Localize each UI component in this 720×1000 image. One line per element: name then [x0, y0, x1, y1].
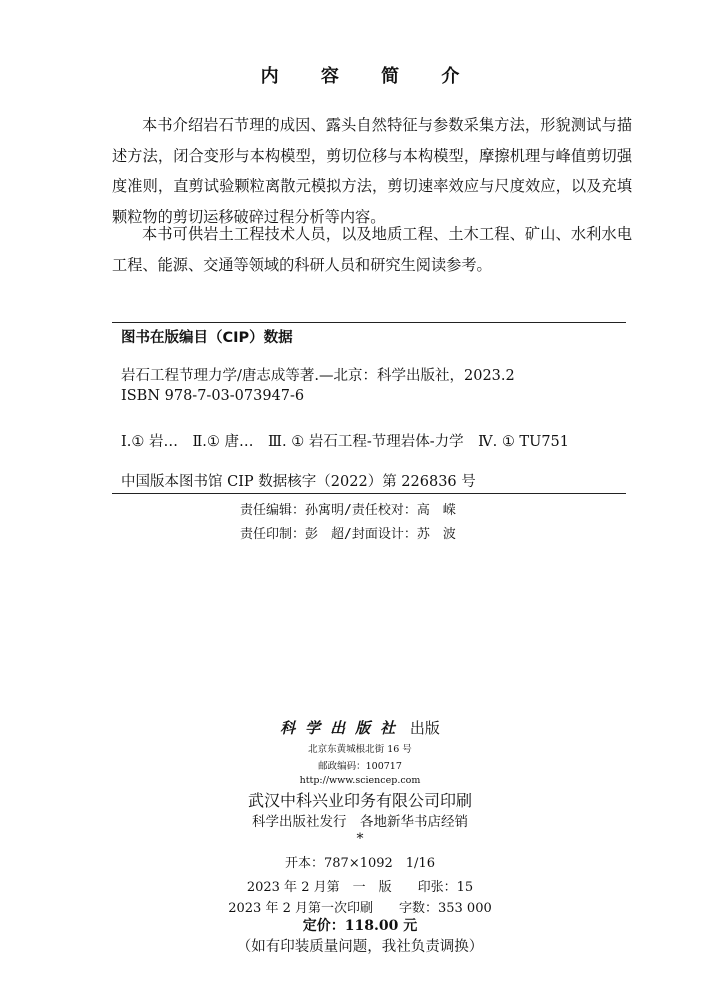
- cip-heading: 图书在版编目（CIP）数据: [121, 330, 293, 346]
- summary-title: 内 容 简 介: [260, 66, 478, 87]
- printing-line: 2023 年 2 月第一次印刷 字数：353 000: [228, 901, 492, 916]
- staff-production: 责任印制：彭 超/封面设计：苏 波: [240, 527, 456, 542]
- publisher-address: 北京东黄城根北街 16 号: [308, 744, 412, 755]
- distribution-line: 科学出版社发行 各地新华书店经销: [252, 814, 468, 830]
- staff-editors: 责任编辑：孙寓明/责任校对：高 嵘: [240, 503, 456, 518]
- publisher-website: http://www.sciencep.com: [299, 775, 421, 786]
- summary-paragraph-1: 本书介绍岩石节理的成因、露头自然特征与参数采集方法，形貌测试与描述方法，闭合变形与本构模型，剪切位移与本构模型，摩擦机理与峰值剪切强度准则，直剪试验颗粒离散元模拟方法，剪切速率效应与尺度效应，以及充填颗粒物的剪切运移破碎过程分析等内容。: [112, 116, 632, 226]
- publisher-suffix: 出版: [409, 719, 440, 737]
- price-line: 定价：118.00 元: [302, 918, 418, 934]
- format-line: 开本：787×1092 1/16: [285, 856, 435, 871]
- summary-paragraph-2: 本书可供岩土工程技术人员，以及地质工程、土木工程、矿山、水利水电工程、能源、交通等领域的科研人员和研究生阅读参考。: [112, 225, 632, 274]
- cip-citation: 岩石工程节理力学/唐志成等著.—北京：科学出版社，2023.2: [121, 368, 515, 384]
- publisher-postcode: 邮政编码：100717: [318, 761, 402, 772]
- publisher-line: [0, 717, 720, 738]
- separator-star: *: [356, 831, 364, 847]
- cip-classification: Ⅰ.① 岩… Ⅱ.① 唐… Ⅲ. ① 岩石工程-节理岩体-力学 Ⅳ. ① TU751: [121, 434, 570, 450]
- cip-record: 中国版本图书馆 CIP 数据核字（2022）第 226836 号: [121, 474, 476, 490]
- printer-line: 武汉中科兴业印务有限公司印刷: [247, 791, 472, 810]
- publisher-brand: 科学出版社: [280, 719, 406, 737]
- cip-bottom-rule: [112, 493, 626, 494]
- cip-isbn: ISBN 978-7-03-073947-6: [121, 388, 305, 404]
- cip-top-rule: [112, 322, 626, 323]
- quality-notice: （如有印装质量问题，我社负责调换）: [236, 939, 484, 955]
- edition-line: 2023 年 2 月第 一 版 印张：15: [246, 880, 474, 895]
